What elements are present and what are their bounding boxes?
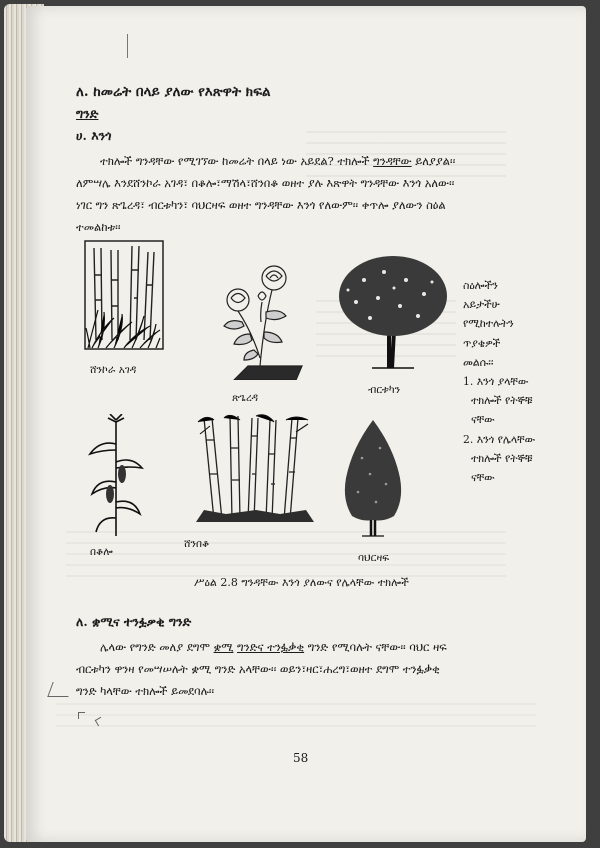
side-line: የሚከተሉትን xyxy=(463,317,514,331)
book-page xyxy=(26,6,586,842)
pen-mark xyxy=(78,712,85,719)
side-line: መልሱ፡፡ xyxy=(463,355,494,369)
paragraph-1 xyxy=(76,150,566,238)
side-q2-line: 2. እንጎ የሌላቸው xyxy=(463,432,535,446)
p1-line1-post: ይለያያል፡፡ xyxy=(411,154,456,168)
label-rose: ጽጌረዳ xyxy=(232,392,259,404)
side-q1-line: ተክሎች የትኞቹ xyxy=(471,394,533,408)
side-line: አይታችሁ xyxy=(463,298,500,312)
side-q1-line: ናቸው xyxy=(471,413,495,427)
orange-tree-drawing xyxy=(334,250,452,370)
side-q1-line: 1. እንጎ ያላቸው xyxy=(463,375,529,389)
subsection-title: ግንድ xyxy=(76,106,99,121)
bleed-through-shadow xyxy=(56,696,536,736)
eucalyptus-drawing xyxy=(340,418,406,538)
side-line: ስዕሎችን xyxy=(463,279,498,292)
bamboo-drawing xyxy=(196,414,314,524)
label-orange: ብርቱካን xyxy=(368,384,401,396)
p2-underlined-1: ቋሚ xyxy=(213,640,234,654)
side-question-box xyxy=(463,276,558,487)
p1-line2: ለምሣሌ እንደሸንኮራ አገዳ፣ በቆሎ፣ማሽላ፣ሸንበቆ ወዘተ ያሉ እጽዋት ግንዳቸው እንጎ አለው፡፡ xyxy=(76,176,455,190)
side-q2-line: ተክሎች የትኞቹ xyxy=(471,451,533,465)
section-heading: ለ. ከመሬት በላይ ያለው የእጽዋት ክፍል xyxy=(76,84,271,100)
label-eucalyptus: ባህርዛፍ xyxy=(358,552,390,564)
side-q2-line: ናቸው xyxy=(471,471,495,485)
margin-pen-line xyxy=(127,34,128,58)
p1-line3: ነገር ግን ጽጌረዳ፣ ብርቱካን፣ ባህርዛፍ ወዘተ ግንዳቸው እንጎ የለውም፡፡ ቀጥሎ ያለውን ስዕል xyxy=(76,198,446,212)
p2-underlined-2: ግንድና ተንፏቃቂ xyxy=(237,640,305,654)
sugarcane-drawing xyxy=(84,240,164,350)
figure-caption: ሥዕል 2.8 ግንዳቸው እንጎ ያለውና የሌላቸው ተክሎች xyxy=(194,576,409,589)
maize-drawing xyxy=(86,414,146,538)
label-maize: በቆሎ xyxy=(90,546,113,558)
p1-line1-pre: ተክሎች ግንዳቸው የሚገኘው ከመሬት በላይ ነው አይደል? ተክሎች xyxy=(100,154,374,168)
p2-line2: ብርቱካን ዋንዛ የመሣሠሉት ቋሚ ግንድ አላቸው፡፡ ወይን፣ዛር፣ሐረግ፣ወዘተ ደግሞ ተንፏቃቂ xyxy=(76,662,440,676)
paragraph-2 xyxy=(76,636,566,702)
rose-drawing xyxy=(204,262,304,380)
p2-line1-post: ግንድ የሚባሉት ናቸው፡፡ ባህር ዛፍ xyxy=(304,640,447,654)
label-bamboo: ሸንበቆ xyxy=(184,538,210,550)
p1-underlined: ግንዳቸው xyxy=(373,154,412,168)
page-number: 58 xyxy=(293,751,309,765)
p2-line1-pre: ሌላው የግንድ መለያ ደግሞ xyxy=(100,640,214,654)
side-line: ጥያቄዎች xyxy=(463,336,501,350)
sub-b-title: ለ. ቋሚና ተንፏቃቂ ግንድ xyxy=(76,614,192,629)
label-sugarcane: ሸንኮራ አገዳ xyxy=(90,364,137,376)
pen-mark xyxy=(47,682,73,697)
sub-a-title: ሀ. እንጎ xyxy=(76,128,112,143)
p1-line4: ተመልከቱ፡፡ xyxy=(76,220,121,234)
p2-line3: ግንድ ካላቸው ተክሎች ይመደባሉ፡፡ xyxy=(76,684,215,698)
